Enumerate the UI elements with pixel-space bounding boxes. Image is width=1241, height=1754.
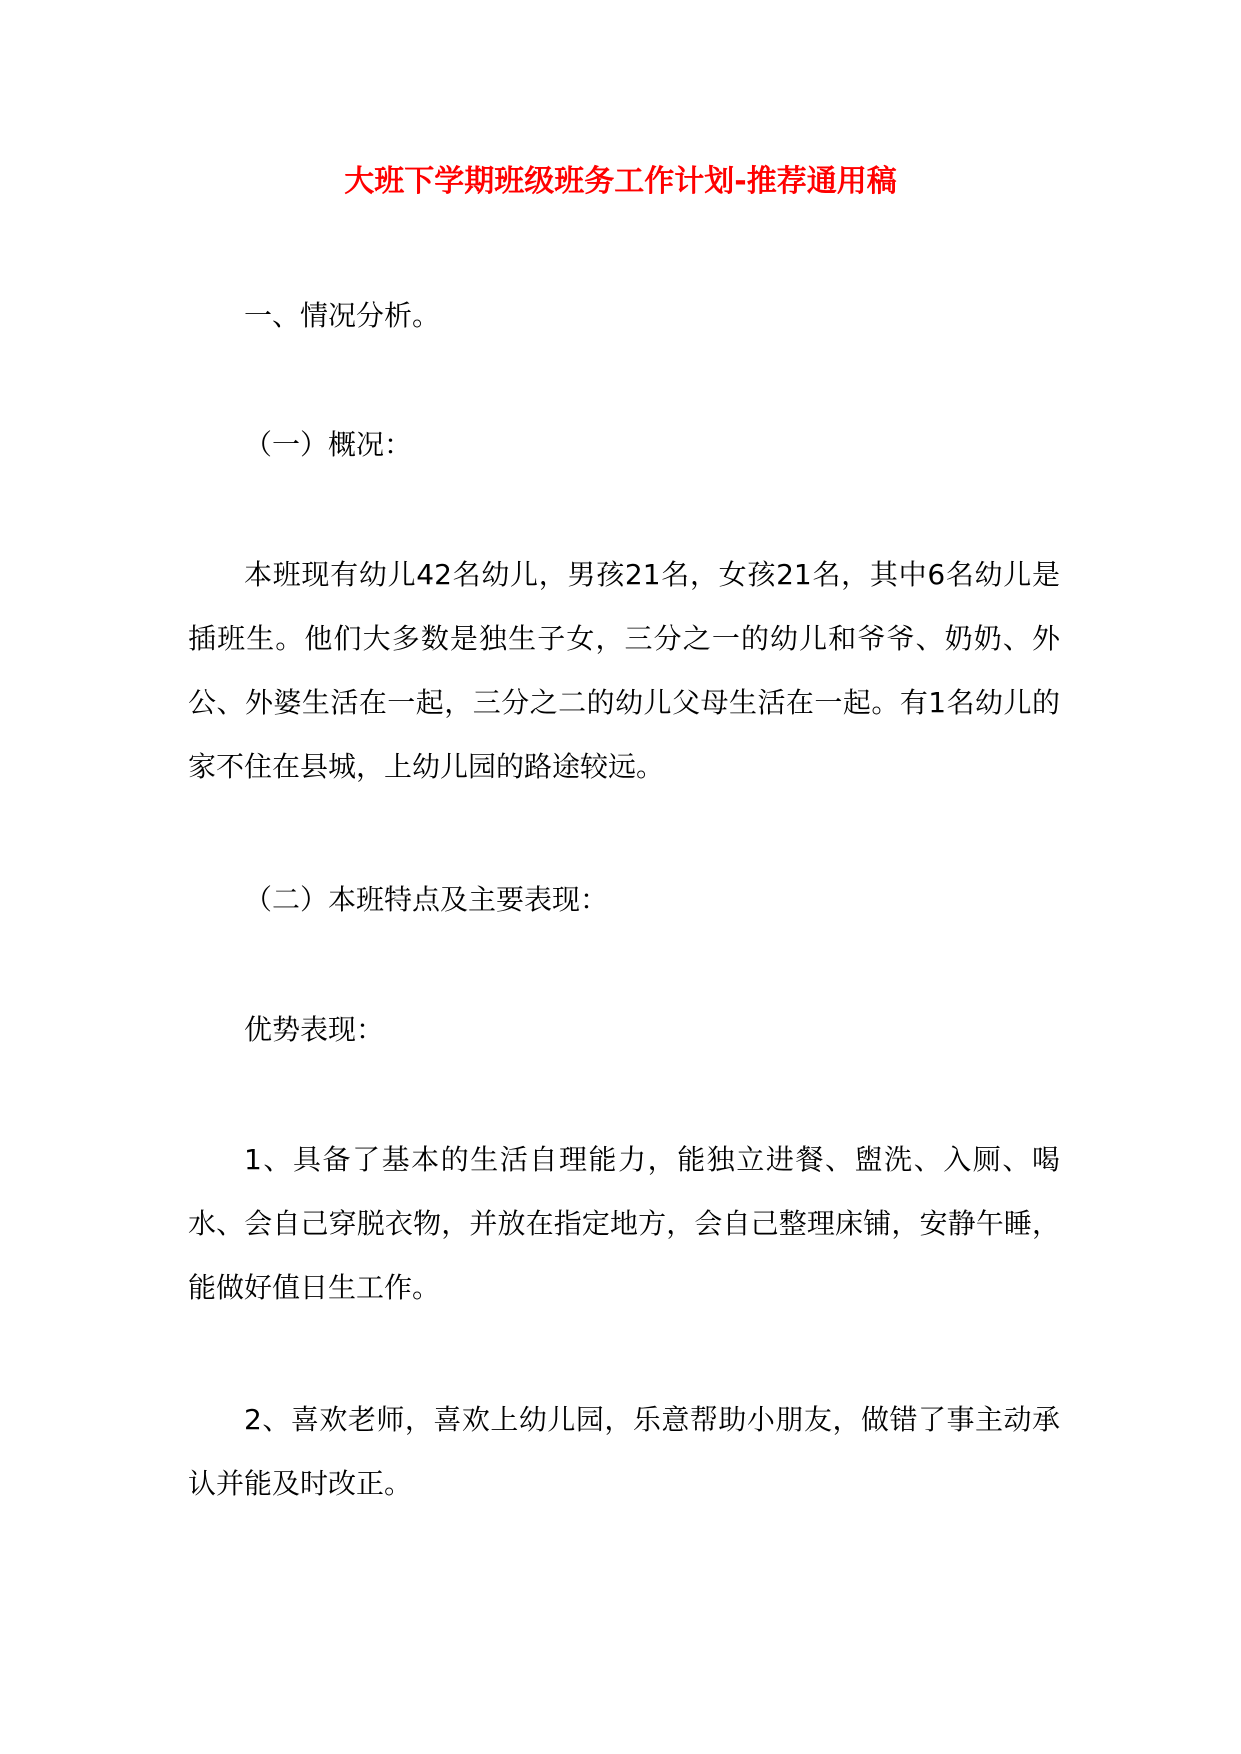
list-item-strength-2: 2、喜欢老师，喜欢上幼儿园，乐意帮助小朋友，做错了事主动承认并能及时改正。 [188,1403,1060,1500]
paragraph-class-overview: 本班现有幼儿42名幼儿，男孩21名，女孩21名，其中6名幼儿是插班生。他们大多数是独生子女，三分之一的幼儿和爷爷、奶奶、外公、外婆生活在一起，三分之二的幼儿父母生活在一起。有1名幼儿的家不住在县城，上幼儿园的路途较远。 [188,558,1060,783]
subsection-heading-features: （二）本班特点及主要表现： [244,883,609,916]
section-heading-analysis: 一、情况分析。 [244,299,441,332]
list-item-strength-1: 1、具备了基本的生活自理能力，能独立进餐、盥洗、入厕、喝水、会自己穿脱衣物，并放在指定地方，会自己整理床铺，安静午睡，能做好值日生工作。 [188,1143,1060,1304]
heading-strengths: 优势表现： [244,1013,385,1046]
document-title: 大班下学期班级班务工作计划-推荐通用稿 [344,164,897,199]
subsection-heading-overview: （一）概况： [244,428,413,461]
